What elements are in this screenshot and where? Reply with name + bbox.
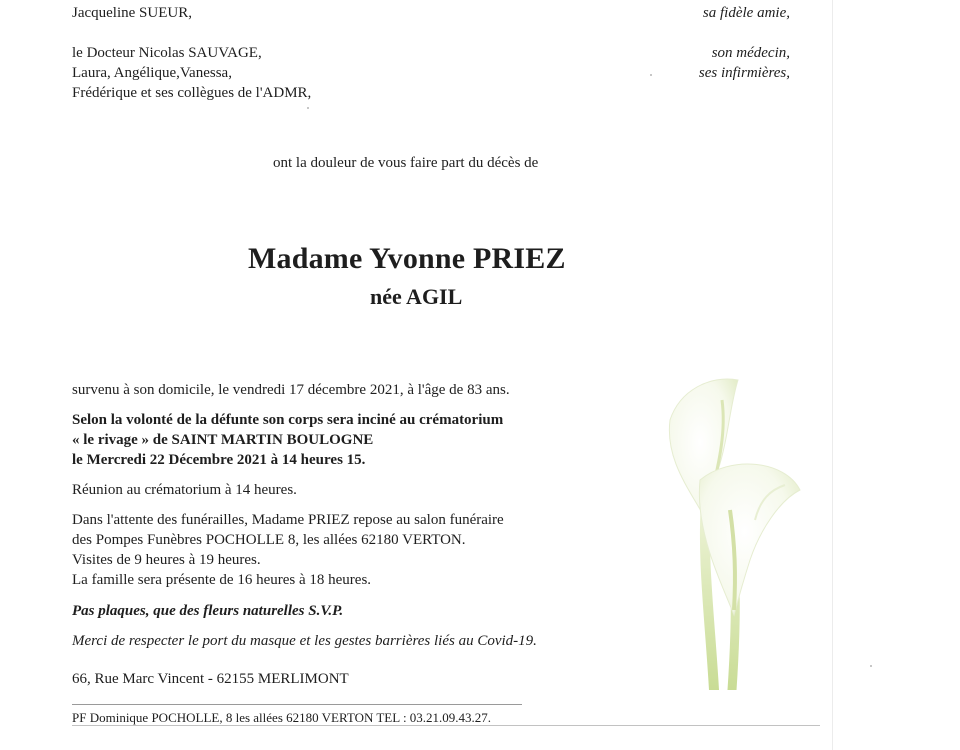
meeting-info: Réunion au crématorium à 14 heures. bbox=[72, 482, 297, 498]
signatory-name-1: Jacqueline SUEUR, bbox=[72, 5, 192, 21]
repose-line-1: Dans l'attente des funérailles, Madame PRIEZ repose au salon funéraire bbox=[72, 512, 504, 528]
scan-speck bbox=[650, 74, 652, 76]
funeral-home-footer: PF Dominique POCHOLLE, 8 les allées 62180 VERTON TEL : 03.21.09.43.27. bbox=[72, 710, 492, 725]
ceremony-line-3: le Mercredi 22 Décembre 2021 à 14 heures 15. bbox=[72, 452, 366, 468]
signatory-name-2: le Docteur Nicolas SAUVAGE, bbox=[72, 45, 262, 61]
scan-speck bbox=[307, 107, 309, 109]
death-details: survenu à son domicile, le vendredi 17 décembre 2021, à l'âge de 83 ans. bbox=[72, 382, 510, 398]
repose-line-2: des Pompes Funèbres POCHOLLE 8, les allées 62180 VERTON. bbox=[72, 532, 466, 548]
deceased-maiden-name: née AGIL bbox=[370, 284, 463, 309]
signatory-name-4: Frédérique et ses collègues de l'ADMR, bbox=[72, 85, 312, 101]
covid-note: Merci de respecter le port du masque et les gestes barrières liés au Covid-19. bbox=[72, 633, 537, 649]
family-address: 66, Rue Marc Vincent - 62155 MERLIMONT bbox=[72, 671, 349, 687]
signatory-role-1: sa fidèle amie, bbox=[702, 5, 790, 21]
signatory-name-3: Laura, Angélique,Vanessa, bbox=[72, 65, 232, 81]
signatory-role-2: son médecin, bbox=[711, 45, 790, 61]
ceremony-line-2: « le rivage » de SAINT MARTIN BOULOGNE bbox=[72, 432, 374, 448]
deceased-name: Madame Yvonne PRIEZ bbox=[248, 242, 566, 275]
repose-line-4: La famille sera présente de 16 heures à 18 heures. bbox=[72, 572, 372, 588]
scan-speck bbox=[870, 665, 872, 667]
ceremony-line-1: Selon la volonté de la défunte son corps sera inciné au crématorium bbox=[72, 412, 504, 428]
footer-rule-top bbox=[72, 704, 522, 705]
signatory-role-3: ses infirmières, bbox=[698, 65, 790, 81]
flowers-note: Pas plaques, que des fleurs naturelles S.V.P. bbox=[72, 603, 344, 619]
calla-lily-illustration bbox=[610, 360, 840, 690]
repose-line-3: Visites de 9 heures à 19 heures. bbox=[72, 552, 261, 568]
intro-text: ont la douleur de vous faire part du décès de bbox=[273, 155, 539, 171]
footer-rule-bottom bbox=[72, 725, 820, 726]
